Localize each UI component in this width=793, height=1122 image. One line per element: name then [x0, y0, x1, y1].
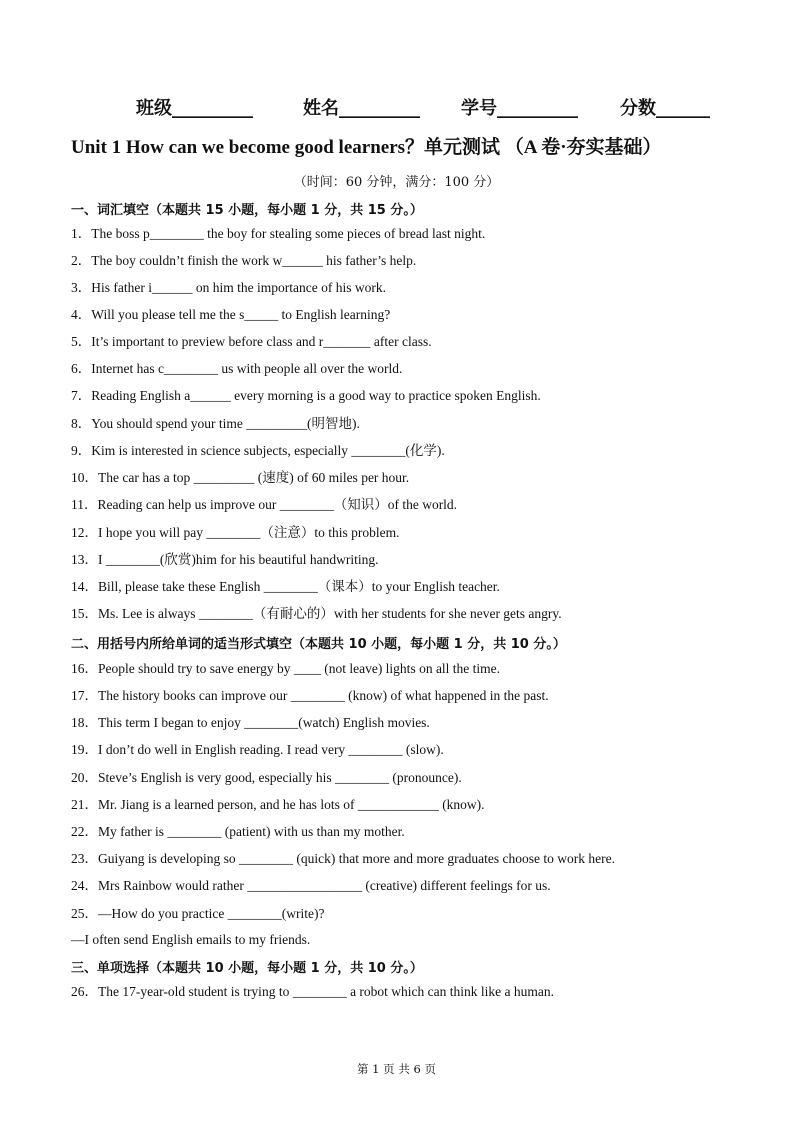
page-footer: 第 1 页 共 6 页 — [357, 1062, 436, 1076]
question-2: 2．The boy couldn’t finish the work w______ his father’s help. — [71, 253, 417, 268]
question-14: 14．Bill, please take these English ________（课本）to your English teacher. — [71, 579, 500, 594]
question-21: 21．Mr. Jiang is a learned person, and he has lots of ____________ (know). — [71, 797, 485, 812]
section-heading-word-forms: 二、用括号内所给单词的适当形式填空（本题共 10 小题，每小题 1 分，共 10 分。） — [71, 637, 566, 652]
question-19: 19．I don’t do well in English reading. I read very ________ (slow). — [71, 742, 444, 757]
student-id-field: 学号_________ — [461, 98, 578, 119]
question-12: 12．I hope you will pay ________（注意）to this problem. — [71, 525, 400, 540]
section-heading-multiple-choice: 三、单项选择（本题共 10 小题，每小题 1 分，共 10 分。） — [71, 961, 423, 976]
name-field: 姓名_________ — [303, 98, 420, 119]
exam-subtitle: （时间：60 分钟，满分：100 分） — [293, 175, 500, 190]
exam-title: Unit 1 How can we become good learners？单元测试 （A 卷·夯实基础） — [71, 137, 662, 158]
question-11: 11．Reading can help us improve our ________（知识）of the world. — [71, 497, 458, 512]
question-24: 24．Mrs Rainbow would rather _________________ (creative) different feelings for us. — [71, 878, 551, 893]
question-25: 25．—How do you practice ________(write)? — [71, 906, 325, 921]
question-23: 23．Guiyang is developing so ________ (quick) that more and more graduates choose to work here. — [71, 851, 615, 866]
question-18: 18．This term I began to enjoy ________(watch) English movies. — [71, 715, 430, 730]
question-26: 26．The 17-year-old student is trying to ________ a robot which can think like a human. — [71, 984, 555, 999]
student-info-row — [0, 94, 793, 124]
score-field: 分数______ — [620, 98, 710, 119]
question-5: 5．It’s important to preview before class and r_______ after class. — [71, 334, 432, 349]
question-15: 15．Ms. Lee is always ________（有耐心的）with her students for she never gets angry. — [71, 606, 562, 621]
question-16: 16．People should try to save energy by ____ (not leave) lights on all the time. — [71, 661, 501, 676]
question-9: 9．Kim is interested in science subjects, especially ________(化学). — [71, 443, 445, 458]
question-7: 7．Reading English a______ every morning is a good way to practice spoken English. — [71, 388, 541, 403]
question-20: 20．Steve’s English is very good, especially his ________ (pronounce). — [71, 770, 462, 785]
question-17: 17．The history books can improve our ________ (know) of what happened in the past. — [71, 688, 549, 703]
question-4: 4．Will you please tell me the s_____ to English learning? — [71, 307, 391, 322]
class-field: 班级_________ — [136, 98, 253, 119]
question-6: 6．Internet has c________ us with people all over the world. — [71, 361, 403, 376]
question-1: 1．The boss p________ the boy for stealing some pieces of bread last night. — [71, 226, 486, 241]
question-3: 3．His father i______ on him the importance of his work. — [71, 280, 386, 295]
question-8: 8．You should spend your time _________(明智地). — [71, 416, 360, 431]
question-13: 13．I ________(欣赏)him for his beautiful handwriting. — [71, 552, 379, 567]
section-heading-vocabulary: 一、词汇填空（本题共 15 小题，每小题 1 分，共 15 分。） — [71, 203, 423, 218]
question-25-answer-line: —I often send English emails to my friends. — [71, 932, 311, 947]
question-22: 22．My father is ________ (patient) with us than my mother. — [71, 824, 405, 839]
question-10: 10．The car has a top _________ (速度) of 60 miles per hour. — [71, 470, 410, 485]
